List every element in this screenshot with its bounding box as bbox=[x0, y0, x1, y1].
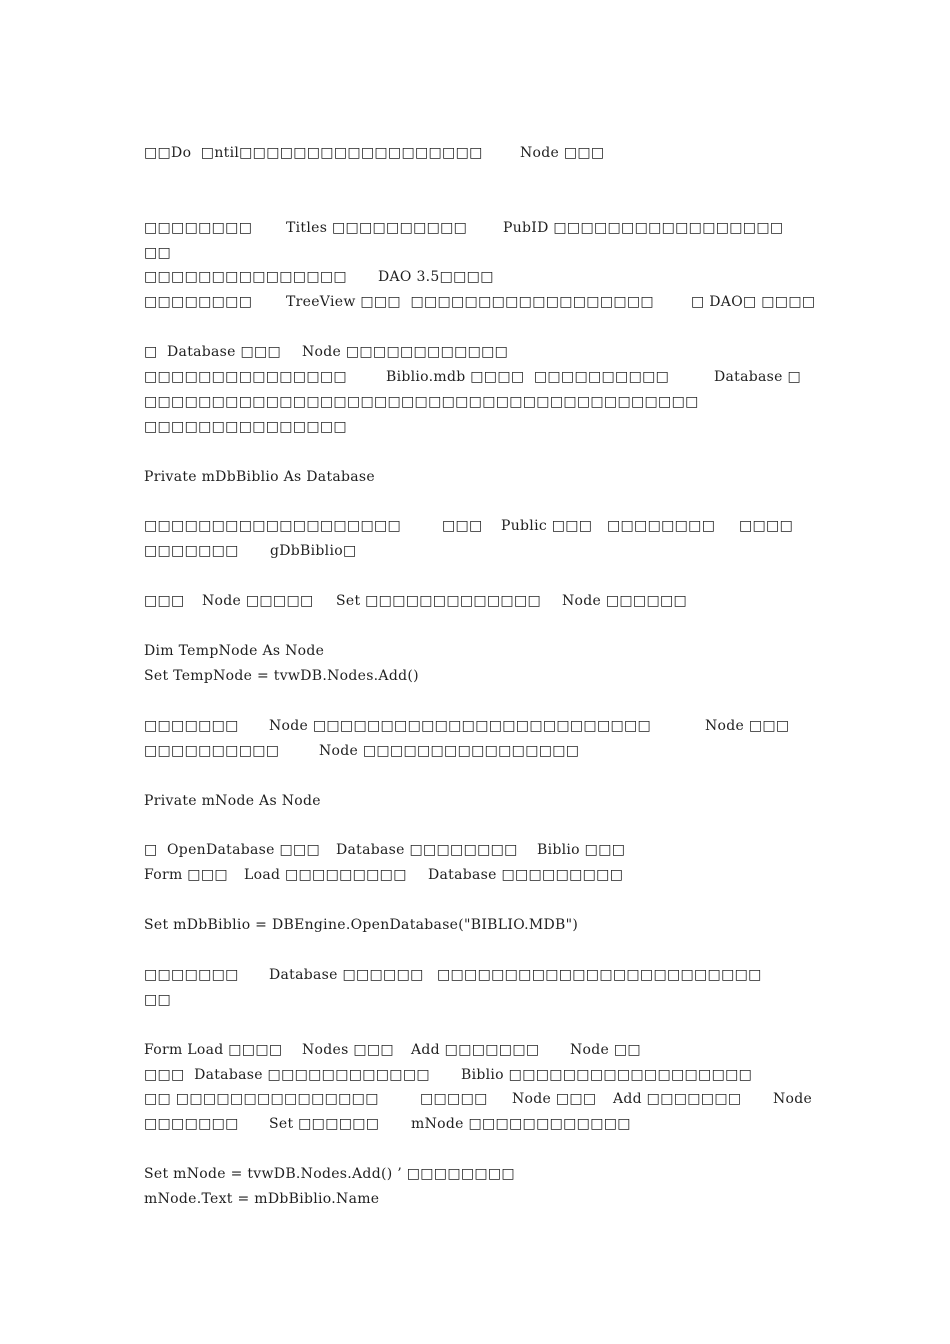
text-line: DAO 3.5□□□□ bbox=[378, 269, 494, 285]
text-line: Node □□□□□ bbox=[202, 593, 314, 609]
text-line: □ DAO□ □□□□ bbox=[691, 294, 816, 310]
text-line: □□□□□□□□□□ bbox=[144, 743, 280, 759]
text-line: □□□□□□□□□□□□□□□ bbox=[144, 419, 347, 435]
text-line: □□ bbox=[144, 992, 172, 1008]
text-line: Database □□□□□□□□ bbox=[336, 842, 518, 858]
text-line: □□□□□□□□ bbox=[144, 220, 253, 236]
text-line: □□□□□□□□ bbox=[144, 294, 253, 310]
text-line: □□□□ bbox=[739, 518, 794, 534]
text-line: Load □□□□□□□□□ bbox=[244, 867, 407, 883]
code-line: Dim TempNode As Node bbox=[144, 643, 325, 659]
code-line: Private mNode As Node bbox=[144, 793, 321, 809]
text-line: TreeView □□□ □□□□□□□□□□□□□□□□□□ bbox=[286, 294, 654, 310]
text-line: □□□□□□□□ bbox=[607, 518, 716, 534]
text-line: □□□ Database □□□□□□□□□□□□ bbox=[144, 1067, 430, 1083]
code-line: mNode.Text = mDbBiblio.Name bbox=[144, 1191, 380, 1207]
text-line: □□□□□□□ bbox=[144, 967, 239, 983]
text-line: Node □□□□□□□□□□□□□□□□□□□□□□□□□ bbox=[269, 718, 652, 734]
text-line: □□□□□□□□□□□□□□□□□□□□□□□□ bbox=[437, 967, 762, 983]
text-line: Database □ bbox=[714, 369, 801, 385]
text-line: Database □□□□□□ bbox=[269, 967, 424, 983]
code-line: Set TempNode = tvwDB.Nodes.Add() bbox=[144, 668, 419, 684]
text-line: □□□ bbox=[144, 593, 185, 609]
text-line: Node □□□ bbox=[512, 1091, 597, 1107]
text-line: □ OpenDatabase □□□ bbox=[144, 842, 321, 858]
code-line: Private mDbBiblio As Database bbox=[144, 469, 375, 485]
text-line: □□ bbox=[144, 245, 172, 261]
text-line: Node □□□□□□□□□□□□□□□□ bbox=[319, 743, 580, 759]
text-line: PubID □□□□□□□□□□□□□□□□□ bbox=[503, 220, 784, 236]
code-line: Set mNode = tvwDB.Nodes.Add() ’ □□□□□□□□ bbox=[144, 1166, 515, 1182]
text-line: □□□□□□□ bbox=[144, 718, 239, 734]
text-line: Add □□□□□□□ bbox=[613, 1091, 742, 1107]
text-line: mNode □□□□□□□□□□□□ bbox=[411, 1116, 631, 1132]
text-line: Biblio □□□ bbox=[537, 842, 626, 858]
code-line: Set mDbBiblio = DBEngine.OpenDatabase("BIBLIO.MDB") bbox=[144, 917, 579, 933]
text-line: gDbBiblio□ bbox=[270, 543, 357, 559]
text-line: □□□□□□□ bbox=[144, 543, 239, 559]
text-line: Biblio □□□□□□□□□□□□□□□□□□ bbox=[461, 1067, 753, 1083]
text-line: □□□ bbox=[442, 518, 483, 534]
text-line: □□□□□□□□□□□□□□□ bbox=[144, 369, 347, 385]
text-line: □□□□□ bbox=[420, 1091, 488, 1107]
text-line: □ Database □□□ bbox=[144, 344, 282, 360]
text-line: Node □□□□□□□□□□□□ bbox=[302, 344, 509, 360]
text-line: □□□□□□□□□□□□□□□ bbox=[144, 269, 347, 285]
text-line: Public □□□ bbox=[501, 518, 593, 534]
text-line: □□□□□□□□□□□□□□□□□□□□□□□□□□□□□□□□□□□□□□□□□ bbox=[144, 394, 699, 410]
text-line: Add □□□□□□□ bbox=[411, 1042, 540, 1058]
text-line: Node □□□ bbox=[705, 718, 790, 734]
text-line: Node bbox=[773, 1091, 813, 1107]
text-line: Node □□□ bbox=[520, 145, 605, 161]
text-line: □□□□□□□ bbox=[144, 1116, 239, 1132]
text-line: Nodes □□□ bbox=[302, 1042, 394, 1058]
text-line: Database □□□□□□□□□ bbox=[428, 867, 624, 883]
text-line: Set □□□□□□ bbox=[269, 1116, 380, 1132]
text-line: Node □□□□□□ bbox=[562, 593, 688, 609]
text-line: □□Do □ntil□□□□□□□□□□□□□□□□□□ bbox=[144, 145, 483, 161]
text-line: Biblio.mdb □□□□ □□□□□□□□□□ bbox=[386, 369, 670, 385]
text-line: Form □□□ bbox=[144, 867, 228, 883]
text-line: □□ □□□□□□□□□□□□□□□ bbox=[144, 1091, 379, 1107]
text-line: Form Load □□□□ bbox=[144, 1042, 283, 1058]
text-line: Node □□ bbox=[570, 1042, 641, 1058]
text-line: Set □□□□□□□□□□□□□ bbox=[336, 593, 542, 609]
text-line: □□□□□□□□□□□□□□□□□□□ bbox=[144, 518, 402, 534]
text-line: Titles □□□□□□□□□□ bbox=[286, 220, 468, 236]
